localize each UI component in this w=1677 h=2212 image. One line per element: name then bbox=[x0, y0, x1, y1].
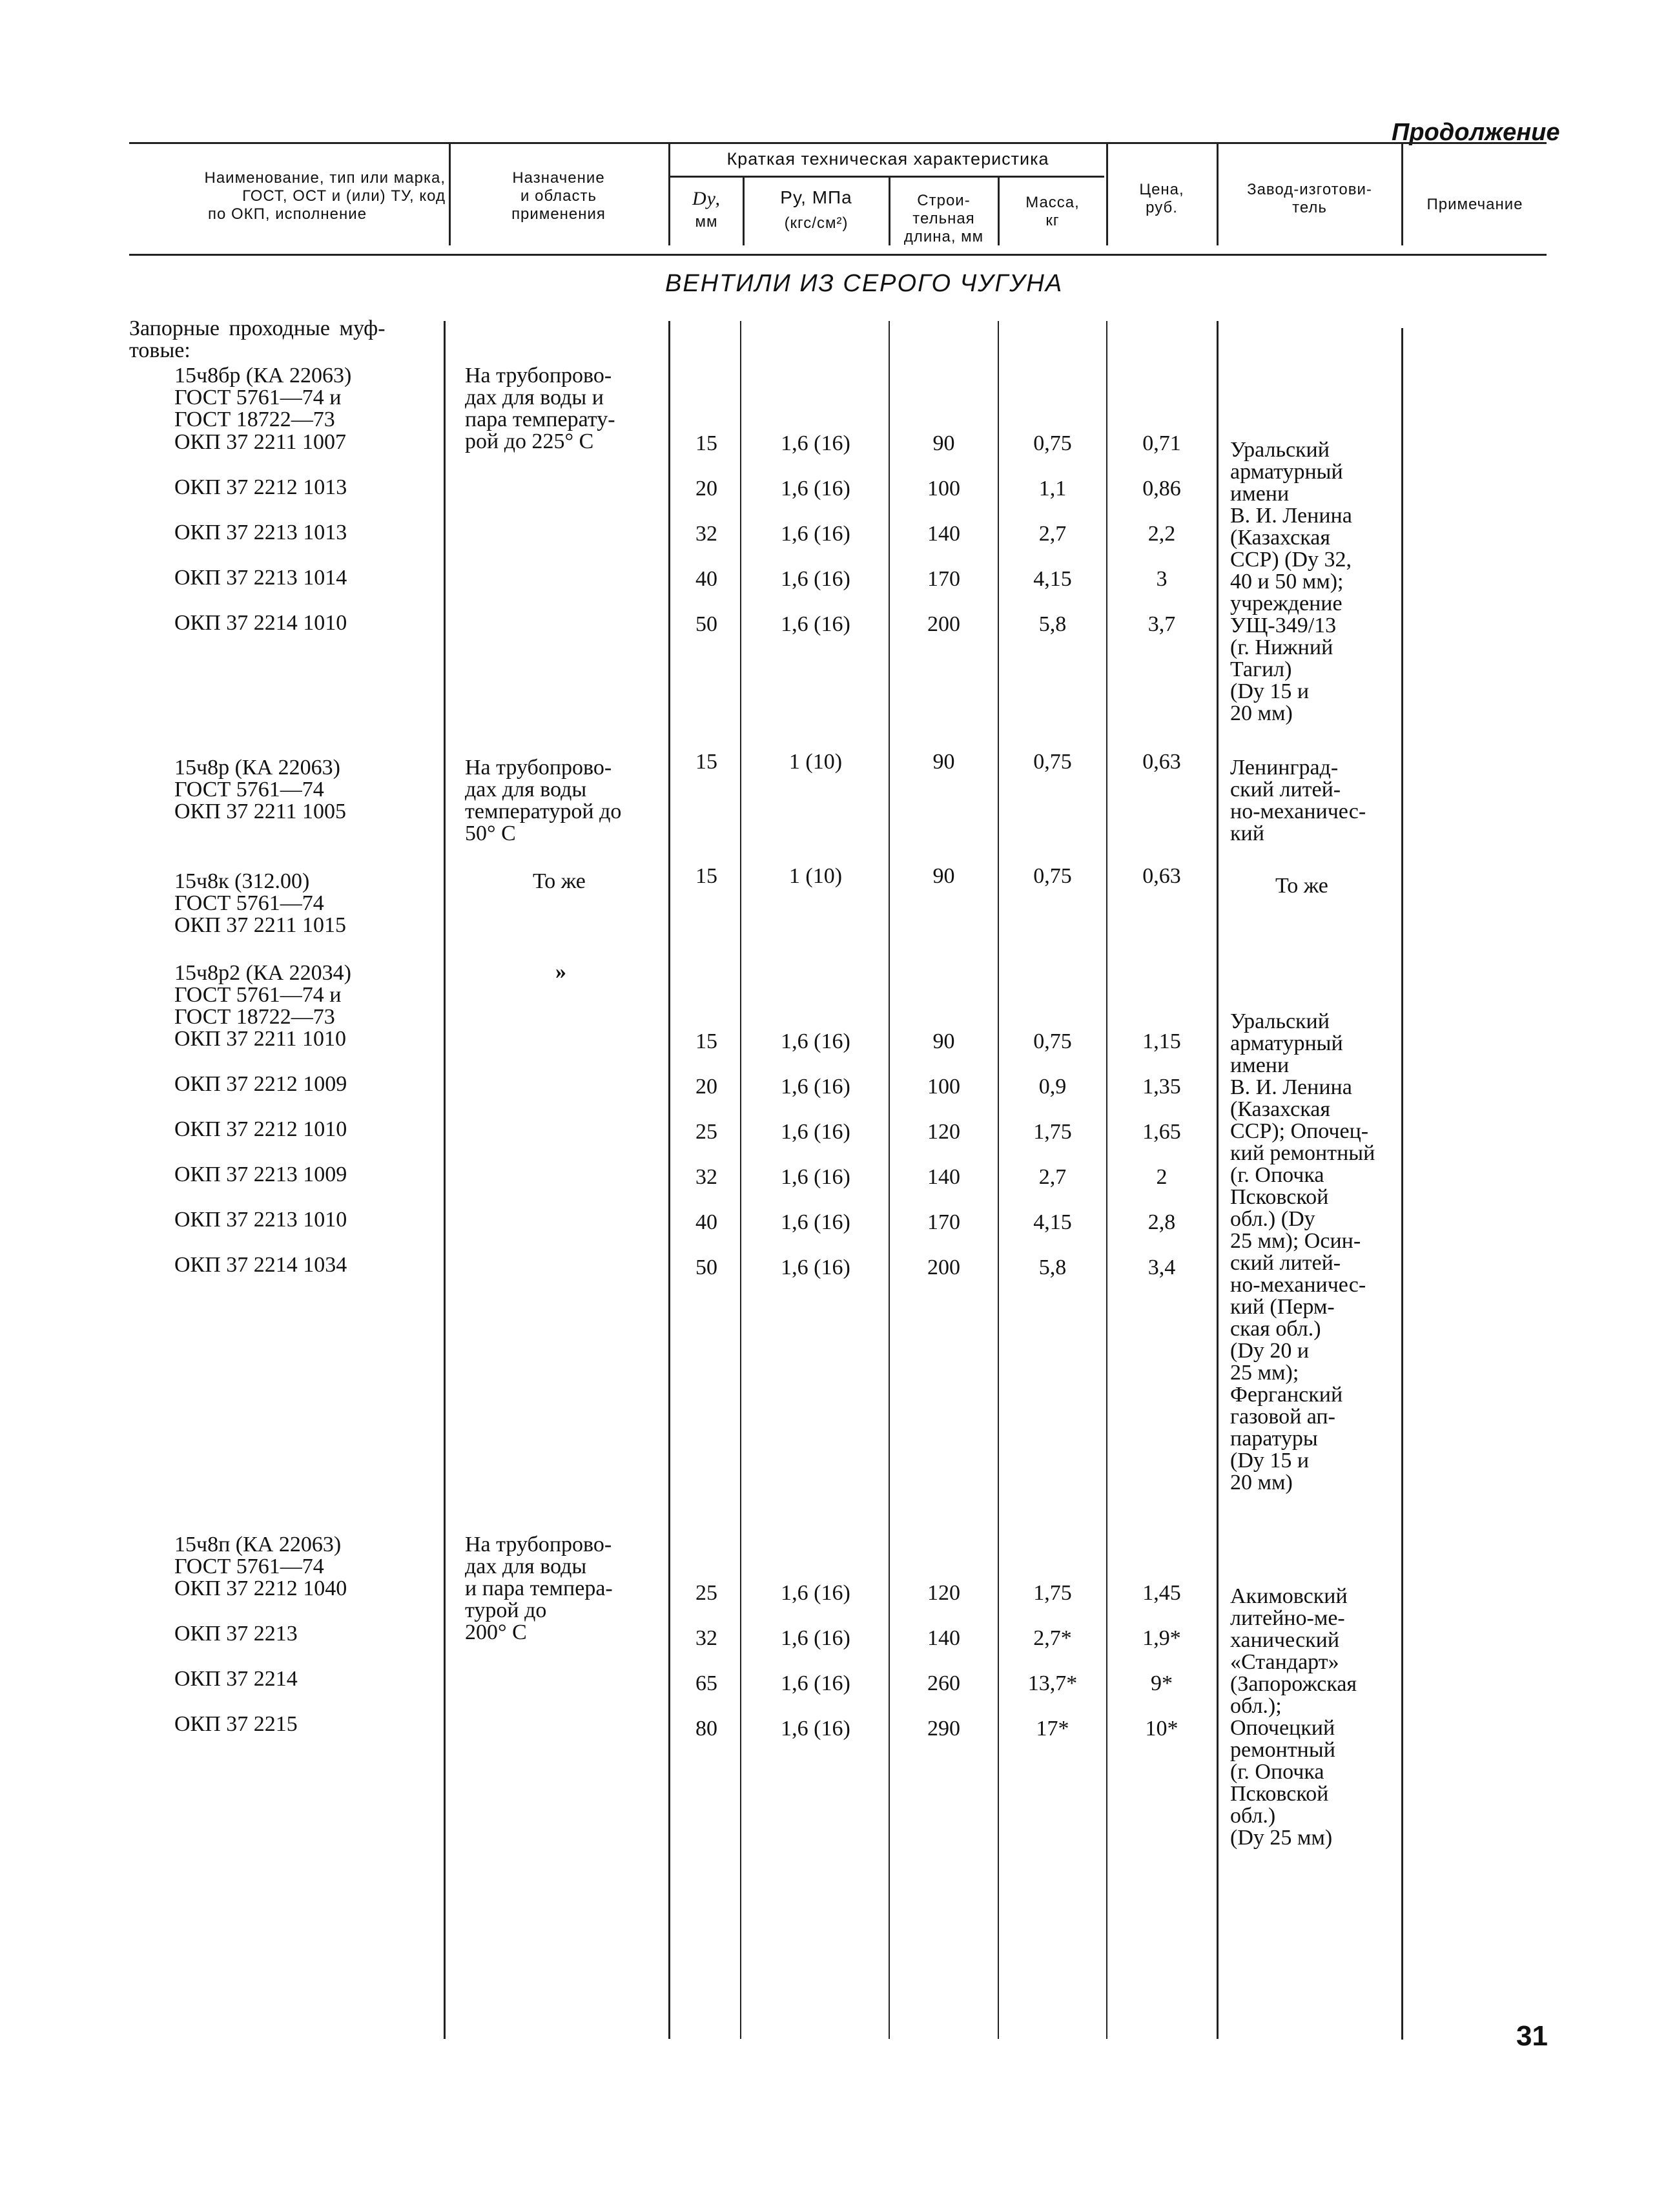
row-mass: 4,15 bbox=[1033, 1210, 1072, 1234]
factory-line: 20 мм) bbox=[1230, 701, 1293, 725]
body-sep-8 bbox=[1401, 328, 1403, 2040]
row-okp: ОКП 37 2215 bbox=[174, 1712, 298, 1736]
block5-purpose bbox=[465, 1534, 613, 1644]
row-length: 90 bbox=[932, 1029, 955, 1053]
row-mass: 5,8 bbox=[1038, 1256, 1067, 1279]
row-length: 170 bbox=[927, 1210, 960, 1234]
factory-line: Уральский bbox=[1230, 1009, 1330, 1033]
body-sep-4 bbox=[889, 321, 890, 2039]
factory-line: литейно-ме- bbox=[1230, 1606, 1345, 1630]
header-col-mass-line2: кг bbox=[1045, 212, 1060, 229]
row-py: 1,6 (16) bbox=[781, 567, 850, 591]
row-py: 1,6 (16) bbox=[781, 1717, 850, 1741]
row-py: 1,6 (16) bbox=[781, 1256, 850, 1279]
block2-name bbox=[174, 757, 346, 823]
factory-line: имени bbox=[1230, 482, 1290, 506]
row-okp: ОКП 37 2213 1010 bbox=[174, 1208, 347, 1232]
row-okp: ОКП 37 2214 bbox=[174, 1667, 298, 1691]
row-price: 1,9* bbox=[1142, 1626, 1181, 1650]
block2-mass: 0,75 bbox=[1033, 750, 1072, 774]
tech-group-rule bbox=[670, 176, 1104, 178]
row-length: 100 bbox=[927, 477, 960, 501]
row-okp: ОКП 37 2213 bbox=[174, 1622, 298, 1646]
header-col-purpose-line2: и область bbox=[520, 187, 597, 205]
row-dy: 15 bbox=[695, 431, 717, 455]
row-py: 1,6 (16) bbox=[781, 612, 850, 636]
header-bottom-rule bbox=[129, 254, 1547, 256]
block2-name-line: ОКП 37 2211 1005 bbox=[174, 800, 347, 823]
header-col-mass bbox=[1000, 194, 1106, 230]
row-dy: 65 bbox=[695, 1671, 717, 1695]
row-okp: ОКП 37 2212 1010 bbox=[174, 1117, 347, 1141]
row-okp: ОКП 37 2213 1014 bbox=[174, 566, 347, 590]
row-dy: 32 bbox=[695, 522, 717, 546]
factory-line: (Dу 15 и bbox=[1230, 679, 1310, 703]
body-sep-5 bbox=[998, 321, 999, 2039]
header-col-py bbox=[745, 185, 888, 236]
row-mass: 1,1 bbox=[1038, 477, 1067, 501]
factory-line: (Казахская bbox=[1230, 1097, 1331, 1121]
header-col-dy-line1: Dу, bbox=[692, 188, 721, 209]
block1-factory bbox=[1230, 439, 1352, 725]
block3-price: 0,63 bbox=[1142, 864, 1181, 888]
row-mass: 0,75 bbox=[1033, 1029, 1072, 1053]
block4-name-line: ГОСТ 18722—73 bbox=[174, 1005, 335, 1029]
row-price: 3 bbox=[1156, 567, 1168, 591]
header-col-length bbox=[890, 192, 997, 246]
row-py: 1,6 (16) bbox=[781, 1671, 850, 1695]
row-dy: 25 bbox=[695, 1120, 717, 1144]
row-dy: 20 bbox=[695, 1075, 717, 1099]
row-price: 10* bbox=[1145, 1717, 1178, 1741]
row-okp: ОКП 37 2211 1007 bbox=[174, 430, 347, 454]
factory-line: но-механичес- bbox=[1230, 1273, 1366, 1297]
factory-line: Псковской bbox=[1230, 1185, 1329, 1209]
row-py: 1,6 (16) bbox=[781, 1165, 850, 1189]
factory-line: ский литей- bbox=[1230, 1251, 1341, 1275]
row-mass: 5,8 bbox=[1038, 612, 1067, 636]
row-dy: 50 bbox=[695, 612, 717, 636]
header-col-length-line3: длина, мм bbox=[903, 228, 984, 245]
block2-length: 90 bbox=[932, 750, 955, 774]
row-py: 1,6 (16) bbox=[781, 477, 850, 501]
block1-purpose bbox=[465, 365, 615, 453]
block3-factory: То же bbox=[1275, 874, 1328, 898]
factory-line: 25 мм); Осин- bbox=[1230, 1229, 1361, 1253]
block3-name-line: 15ч8к (312.00) bbox=[174, 869, 310, 893]
row-okp: ОКП 37 2214 1034 bbox=[174, 1253, 347, 1277]
block5-name bbox=[174, 1534, 341, 1578]
page-number: 31 bbox=[1516, 2020, 1548, 2052]
factory-line: Акимовский bbox=[1230, 1584, 1348, 1608]
row-dy: 32 bbox=[695, 1626, 717, 1650]
header-col-name-line3: по ОКП, исполнение bbox=[207, 205, 367, 223]
block5-purpose-line: На трубопрово- bbox=[465, 1533, 612, 1556]
row-okp: ОКП 37 2212 1013 bbox=[174, 475, 347, 499]
header-col-price bbox=[1108, 181, 1215, 217]
header-col-name-line2: ГОСТ, ОСТ и (или) ТУ, код bbox=[242, 187, 446, 205]
block5-factory bbox=[1230, 1586, 1357, 1849]
row-length: 200 bbox=[927, 1256, 960, 1279]
row-price: 2 bbox=[1156, 1165, 1168, 1189]
factory-line: кий ремонтный bbox=[1230, 1141, 1375, 1165]
row-py: 1,6 (16) bbox=[781, 1120, 850, 1144]
header-col-py-line2: (кгс/см²) bbox=[784, 214, 849, 232]
factory-line: В. И. Ленина bbox=[1230, 504, 1352, 528]
block5-purpose-line: турой до bbox=[465, 1598, 547, 1622]
block2-purpose bbox=[465, 757, 621, 845]
block3-name bbox=[174, 871, 346, 936]
row-py: 1,6 (16) bbox=[781, 522, 850, 546]
row-mass: 1,75 bbox=[1033, 1120, 1072, 1144]
block4-name-line: ГОСТ 5761—74 и bbox=[174, 983, 342, 1007]
row-py: 1,6 (16) bbox=[781, 431, 850, 455]
block1-purpose-line: рой до 225° С bbox=[465, 429, 594, 453]
row-dy: 40 bbox=[695, 1210, 717, 1234]
factory-line: (Dу 15 и bbox=[1230, 1449, 1310, 1473]
row-length: 120 bbox=[927, 1581, 960, 1605]
row-dy: 80 bbox=[695, 1717, 717, 1741]
factory-line: арматурный bbox=[1230, 460, 1343, 484]
section-title: ВЕНТИЛИ ИЗ СЕРОГО ЧУГУНА bbox=[665, 270, 1064, 297]
factory-line: «Стандарт» bbox=[1230, 1650, 1339, 1674]
factory-line: 20 мм) bbox=[1230, 1471, 1293, 1494]
row-mass: 0,75 bbox=[1033, 431, 1072, 455]
header-top-rule bbox=[129, 142, 1547, 144]
factory-line: обл.) (Dу bbox=[1230, 1207, 1315, 1231]
factory-line: но-механичес- bbox=[1230, 800, 1366, 823]
header-group-tech: Краткая техническая характеристика bbox=[726, 149, 1049, 169]
continuation-label: Продолжение bbox=[1392, 119, 1560, 146]
factory-line: (Запорожская bbox=[1230, 1672, 1357, 1696]
row-length: 140 bbox=[927, 1626, 960, 1650]
block2-name-line: ГОСТ 5761—74 bbox=[174, 778, 324, 801]
header-sep-1 bbox=[449, 143, 451, 245]
block4-purpose: » bbox=[555, 960, 566, 984]
row-okp: ОКП 37 2213 1013 bbox=[174, 521, 347, 544]
header-col-name bbox=[129, 169, 446, 223]
row-py: 1,6 (16) bbox=[781, 1075, 850, 1099]
header-col-dy bbox=[672, 187, 741, 234]
row-py: 1,6 (16) bbox=[781, 1626, 850, 1650]
header-sep-8 bbox=[1401, 143, 1403, 245]
body-sep-6 bbox=[1106, 321, 1107, 2039]
row-length: 100 bbox=[927, 1075, 960, 1099]
factory-line: Тагил) bbox=[1230, 657, 1292, 681]
row-mass: 2,7 bbox=[1038, 1165, 1067, 1189]
row-price: 0,86 bbox=[1142, 477, 1181, 501]
group-intro-line2: товые: bbox=[129, 338, 190, 362]
block2-dy: 15 bbox=[695, 750, 717, 774]
row-length: 170 bbox=[927, 567, 960, 591]
block3-dy: 15 bbox=[695, 864, 717, 888]
row-okp: ОКП 37 2212 1040 bbox=[174, 1576, 347, 1600]
group-intro bbox=[129, 318, 386, 362]
row-mass: 2,7* bbox=[1033, 1626, 1072, 1650]
row-py: 1,6 (16) bbox=[781, 1029, 850, 1053]
row-price: 2,2 bbox=[1147, 522, 1176, 546]
header-col-factory-line1: Завод-изготови- bbox=[1247, 181, 1372, 198]
row-length: 90 bbox=[932, 431, 955, 455]
factory-line: УЩ-349/13 bbox=[1230, 614, 1337, 637]
row-mass: 4,15 bbox=[1033, 567, 1072, 591]
factory-line: (Dу 20 и bbox=[1230, 1339, 1310, 1363]
row-mass: 1,75 bbox=[1033, 1581, 1072, 1605]
block4-factory bbox=[1230, 1011, 1375, 1494]
header-col-price-line2: руб. bbox=[1146, 199, 1178, 216]
block1-name-line: ГОСТ 5761—74 и bbox=[174, 386, 342, 409]
block5-purpose-line: 200° С bbox=[465, 1620, 527, 1644]
factory-line: обл.); bbox=[1230, 1694, 1282, 1718]
block5-name-line: 15ч8п (КА 22063) bbox=[174, 1533, 342, 1556]
row-dy: 50 bbox=[695, 1256, 717, 1279]
row-price: 3,7 bbox=[1147, 612, 1176, 636]
group-intro-line1: Запорные проходные муф- bbox=[129, 316, 386, 340]
header-col-length-line1: Строи- bbox=[917, 192, 971, 209]
factory-line: Опочецкий bbox=[1230, 1716, 1335, 1740]
row-dy: 15 bbox=[695, 1029, 717, 1053]
header-col-factory-line2: тель bbox=[1292, 199, 1327, 216]
block2-purpose-line: На трубопрово- bbox=[465, 756, 612, 780]
factory-line: (г. Опочка bbox=[1230, 1760, 1324, 1784]
factory-line: Ленинград- bbox=[1230, 756, 1339, 780]
block1-purpose-line: На трубопрово- bbox=[465, 364, 612, 388]
factory-line: кий bbox=[1230, 822, 1264, 845]
row-py: 1,6 (16) bbox=[781, 1581, 850, 1605]
factory-line: Ферганский bbox=[1230, 1383, 1343, 1407]
header-col-length-line2: тельная bbox=[912, 210, 975, 227]
factory-line: (Казахская bbox=[1230, 526, 1331, 550]
row-price: 1,45 bbox=[1142, 1581, 1181, 1605]
row-price: 1,15 bbox=[1142, 1029, 1181, 1053]
factory-line: 40 и 50 мм); bbox=[1230, 570, 1344, 594]
block4-name bbox=[174, 962, 351, 1028]
factory-line: ССР); Опочец- bbox=[1230, 1119, 1369, 1143]
factory-line: обл.) bbox=[1230, 1804, 1276, 1828]
row-dy: 40 bbox=[695, 567, 717, 591]
factory-line: Уральский bbox=[1230, 438, 1330, 462]
header-col-purpose-line1: Назначение bbox=[512, 169, 605, 187]
row-dy: 25 bbox=[695, 1581, 717, 1605]
block3-py: 1 (10) bbox=[788, 864, 843, 888]
factory-line: газовой ап- bbox=[1230, 1405, 1335, 1429]
row-mass: 17* bbox=[1036, 1717, 1069, 1741]
factory-line: (г. Нижний bbox=[1230, 636, 1333, 659]
block2-purpose-line: температурой до bbox=[465, 800, 622, 823]
factory-line: арматурный bbox=[1230, 1031, 1343, 1055]
row-length: 290 bbox=[927, 1717, 960, 1741]
block1-name-line: 15ч8бр (КА 22063) bbox=[174, 364, 352, 388]
row-py: 1,6 (16) bbox=[781, 1210, 850, 1234]
factory-line: (Dу 25 мм) bbox=[1230, 1826, 1333, 1850]
block1-purpose-line: пара температу- bbox=[465, 408, 615, 431]
factory-line: ская обл.) bbox=[1230, 1317, 1321, 1341]
row-mass: 0,9 bbox=[1038, 1075, 1067, 1099]
header-col-py-line1: Pу, МПа bbox=[780, 187, 852, 207]
row-length: 120 bbox=[927, 1120, 960, 1144]
row-length: 260 bbox=[927, 1671, 960, 1695]
factory-line: кий (Перм- bbox=[1230, 1295, 1335, 1319]
factory-line: 25 мм); bbox=[1230, 1361, 1299, 1385]
block5-purpose-line: и пара темпера- bbox=[465, 1576, 613, 1600]
row-dy: 20 bbox=[695, 477, 717, 501]
block2-factory bbox=[1230, 757, 1366, 845]
factory-line: (г. Опочка bbox=[1230, 1163, 1324, 1187]
row-dy: 32 bbox=[695, 1165, 717, 1189]
header-col-name-line1: Наименование, тип или марка, bbox=[204, 169, 446, 187]
row-price: 1,35 bbox=[1142, 1075, 1181, 1099]
block3-name-line: ГОСТ 5761—74 bbox=[174, 891, 324, 915]
block5-name-line: ГОСТ 5761—74 bbox=[174, 1555, 324, 1578]
factory-line: учреждение bbox=[1230, 592, 1343, 615]
block1-name bbox=[174, 365, 351, 431]
block2-py: 1 (10) bbox=[788, 750, 843, 774]
header-col-purpose-line3: применения bbox=[511, 205, 606, 223]
header-sep-2 bbox=[668, 143, 670, 245]
block1-name-line: ГОСТ 18722—73 bbox=[174, 408, 335, 431]
row-price: 3,4 bbox=[1147, 1256, 1176, 1279]
factory-line: Псковской bbox=[1230, 1782, 1329, 1806]
row-mass: 2,7 bbox=[1038, 522, 1067, 546]
header-col-purpose bbox=[452, 169, 665, 223]
row-length: 140 bbox=[927, 522, 960, 546]
header-col-price-line1: Цена, bbox=[1139, 181, 1184, 198]
factory-line: имени bbox=[1230, 1053, 1290, 1077]
row-price: 0,71 bbox=[1142, 431, 1181, 455]
body-sep-7 bbox=[1217, 321, 1219, 2039]
row-length: 200 bbox=[927, 612, 960, 636]
factory-line: ханический bbox=[1230, 1628, 1340, 1652]
factory-line: паратуры bbox=[1230, 1427, 1318, 1451]
block2-purpose-line: дах для воды bbox=[465, 778, 587, 801]
block1-purpose-line: дах для воды и bbox=[465, 386, 604, 409]
factory-line: ССР) (Dу 32, bbox=[1230, 548, 1352, 572]
block3-length: 90 bbox=[932, 864, 955, 888]
factory-line: ский литей- bbox=[1230, 778, 1341, 801]
factory-line: В. И. Ленина bbox=[1230, 1075, 1352, 1099]
block4-name-line: 15ч8р2 (КА 22034) bbox=[174, 961, 351, 985]
row-length: 140 bbox=[927, 1165, 960, 1189]
block3-mass: 0,75 bbox=[1033, 864, 1072, 888]
block2-purpose-line: 50° С bbox=[465, 822, 516, 845]
row-price: 1,65 bbox=[1142, 1120, 1181, 1144]
block3-purpose: То же bbox=[533, 869, 586, 893]
body-sep-2 bbox=[668, 321, 670, 2039]
block2-name-line: 15ч8р (КА 22063) bbox=[174, 756, 340, 780]
row-price: 2,8 bbox=[1147, 1210, 1176, 1234]
body-sep-1 bbox=[444, 321, 446, 2039]
row-okp: ОКП 37 2212 1009 bbox=[174, 1072, 347, 1096]
header-col-note: Примечание bbox=[1426, 196, 1523, 213]
row-okp: ОКП 37 2214 1010 bbox=[174, 611, 347, 635]
header-col-factory bbox=[1219, 181, 1401, 217]
block5-purpose-line: дах для воды bbox=[465, 1555, 587, 1578]
row-mass: 13,7* bbox=[1027, 1671, 1078, 1695]
row-okp: ОКП 37 2211 1010 bbox=[174, 1027, 347, 1051]
header-col-dy-line2: мм bbox=[695, 213, 718, 231]
block3-name-line: ОКП 37 2211 1015 bbox=[174, 913, 347, 937]
block2-price: 0,63 bbox=[1142, 750, 1181, 774]
row-price: 9* bbox=[1151, 1671, 1173, 1695]
header-col-mass-line1: Масса, bbox=[1025, 194, 1080, 211]
row-okp: ОКП 37 2213 1009 bbox=[174, 1163, 347, 1186]
factory-line: ремонтный bbox=[1230, 1738, 1335, 1762]
